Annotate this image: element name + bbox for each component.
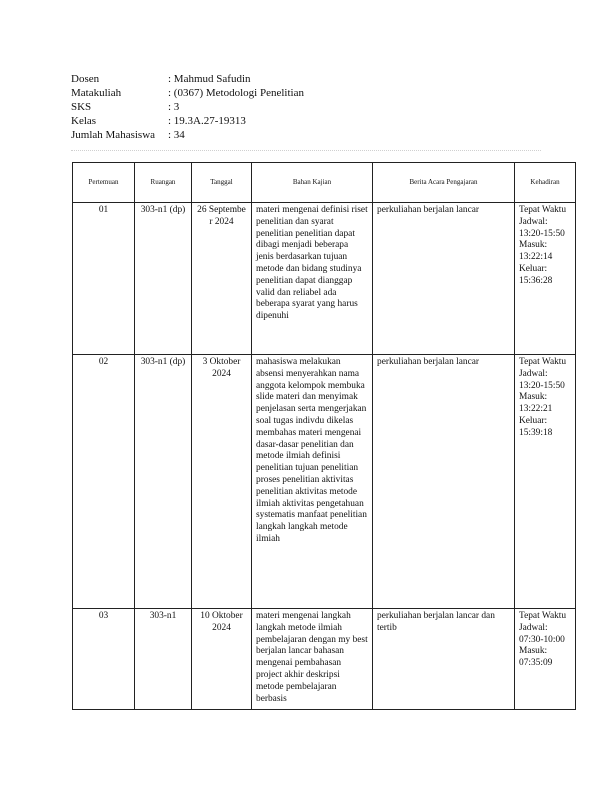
cell-pertemuan: 03 — [73, 609, 135, 710]
attendance-table — [72, 162, 576, 710]
table-row — [73, 203, 576, 355]
divider — [71, 150, 541, 151]
info-label: SKS — [71, 101, 92, 113]
cell-kehadiran: Tepat Waktu Jadwal: 13:20-15:50 Masuk: 13:22:14 Keluar: 15:36:28 — [515, 203, 576, 355]
cell-pertemuan: 01 — [73, 203, 135, 355]
info-value: : 19.3A.27-19313 — [168, 115, 246, 127]
info-value: : 3 — [168, 101, 180, 113]
info-label: Kelas — [71, 115, 97, 127]
column-header-ruangan: Ruangan — [135, 163, 192, 203]
cell-pertemuan: 02 — [73, 355, 135, 609]
cell-ruangan: 303-n1 — [135, 609, 192, 710]
column-header-pertemuan: Pertemuan — [73, 163, 135, 203]
cell-tanggal: 10 Oktober 2024 — [192, 609, 252, 710]
cell-bahan-kajian: materi mengenai definisi riset penelitian dan syarat penelitian penelitian dapat dibagi menjadi beberapa jenis berdasarkan tujuan metode dan bidang studinya penelitian dapat dianggap valid dan reliabel ada beberapa syarat yang harus dipenuhi — [252, 203, 373, 355]
table-row — [73, 355, 576, 609]
cell-bahan-kajian — [252, 609, 373, 710]
cell-berita-acara: perkuliahan berjalan lancar — [373, 203, 515, 355]
info-value: : Mahmud Safudin — [168, 73, 251, 85]
info-label: Jumlah Mahasiswa — [71, 129, 156, 141]
column-header-berita-acara: Berita Acara Pengajaran — [373, 163, 515, 203]
info-row-kelas — [71, 114, 304, 128]
cell-bahan-kajian-text: materi mengenai langkah langkah metode ilmiah pembelajaran dengan my best berjalan lancar bahasan mengenai pembahasan project akhir deskripsi metode pembelajaran berbasis — [256, 611, 368, 704]
table-header-row — [73, 163, 576, 203]
cell-bahan-kajian: mahasiswa melakukan absensi menyerahkan nama anggota kelompok membuka slide materi dan menyimak penjelasan serta mengerjakan soal tugas indivdu dikelas membahas materi mengenai dasar-dasar penelitian dan metode ilmiah definisi penelitian tujuan penelitian proses penelitian aktivitas penelitian aktivitas metode ilmiah aktivitas pengetahuan systematis manfaat penelitian langkah langkah metode ilmiah — [252, 355, 373, 609]
column-header-kehadiran: Kehadiran — [515, 163, 576, 203]
info-value: : 34 — [168, 129, 185, 141]
info-row-matakuliah — [71, 86, 304, 100]
table-row — [73, 609, 576, 710]
cell-ruangan: 303-n1 (dp) — [135, 355, 192, 609]
cell-berita-acara: perkuliahan berjalan lancar — [373, 355, 515, 609]
info-row-dosen — [71, 72, 304, 86]
cell-ruangan: 303-n1 (dp) — [135, 203, 192, 355]
cell-kehadiran: Tepat Waktu Jadwal: 07:30-10:00 Masuk: 07:35:09 — [515, 609, 576, 710]
info-label: Dosen — [71, 73, 100, 85]
info-row-jumlah-mahasiswa — [71, 128, 304, 142]
info-value: : (0367) Metodologi Penelitian — [168, 87, 304, 99]
column-header-bahan-kajian: Bahan Kajian — [252, 163, 373, 203]
cell-tanggal: 26 Septembe r 2024 — [192, 203, 252, 355]
column-header-tanggal: Tanggal — [192, 163, 252, 203]
cell-kehadiran: Tepat Waktu Jadwal: 13:20-15:50 Masuk: 13:22:21 Keluar: 15:39:18 — [515, 355, 576, 609]
info-label: Matakuliah — [71, 87, 122, 99]
cell-tanggal: 3 Oktober 2024 — [192, 355, 252, 609]
cell-berita-acara: perkuliahan berjalan lancar dan tertib — [373, 609, 515, 710]
course-info — [71, 72, 304, 142]
info-row-sks — [71, 100, 304, 114]
